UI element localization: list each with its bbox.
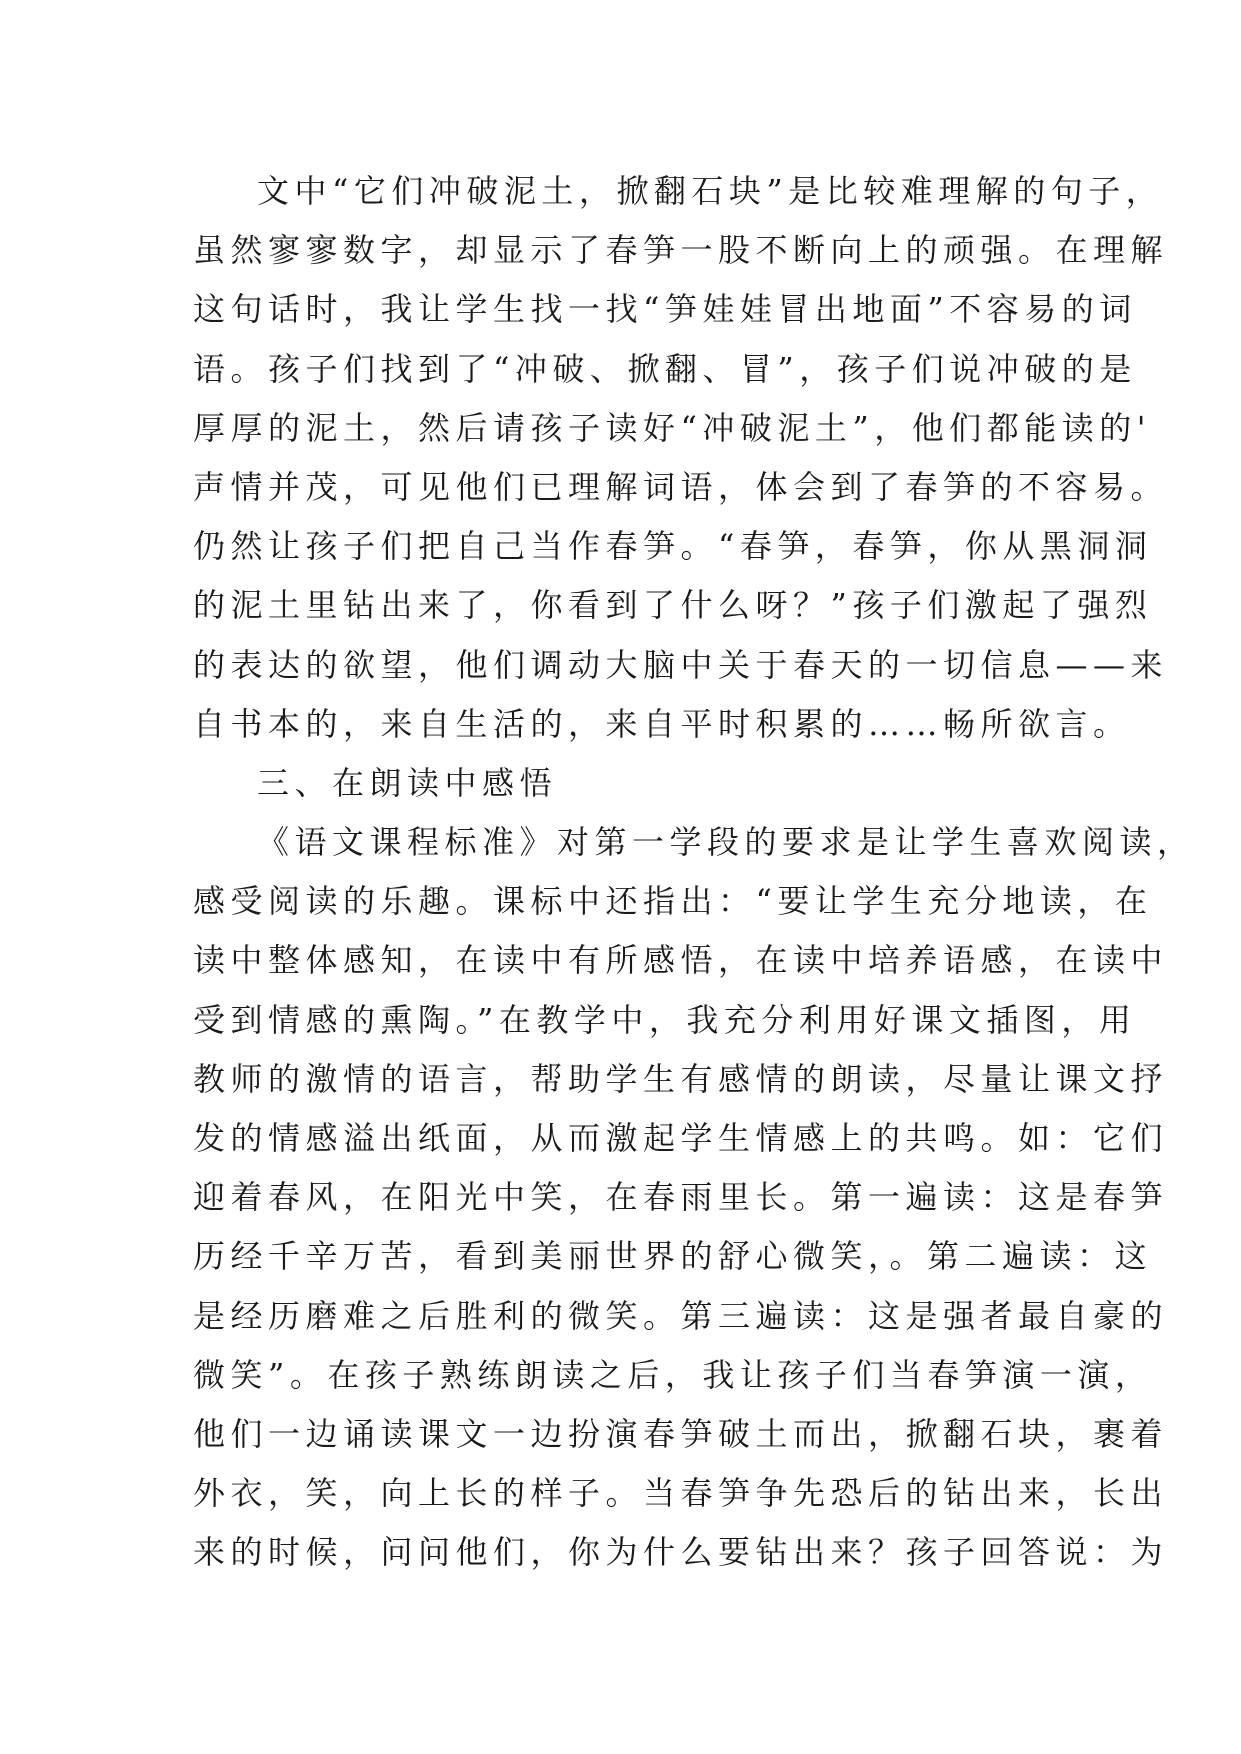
text-line: 发的情感溢出纸面，从而激起学生情感上的共鸣。如：它们 [193, 1119, 1169, 1157]
text-line: 历经千辛万苦，看到美丽世界的舒心微笑，。第二遍读：这 [193, 1237, 1153, 1276]
text-line: 感受阅读的乐趣。课标中还指出：“要让学生充分地读，在 [193, 882, 1153, 921]
section-heading: 三、在朗读中感悟 [257, 763, 558, 802]
text-line: 文中“它们冲破泥土，掀翻石块”是比较难理解的句子， [257, 172, 1164, 210]
text-line: 虽然寥寥数字，却显示了春笋一股不断向上的顽强。在理解 [193, 231, 1169, 270]
text-line: 是经历磨难之后胜利的微笑。第三遍读：这是强者最自豪的 [193, 1296, 1169, 1335]
text-line: 来的时候，问问他们，你为什么要钻出来？孩子回答说：为 [193, 1533, 1169, 1572]
text-line: 的泥土里钻出来了，你看到了什么呀？”孩子们激起了强烈 [193, 586, 1153, 625]
text-line: 外衣，笑，向上长的样子。当春笋争先恐后的钻出来，长出 [193, 1474, 1169, 1513]
text-line: 受到情感的熏陶。”在教学中，我充分利用好课文插图，用 [193, 1000, 1137, 1039]
text-line: 语。孩子们找到了“冲破、掀翻、冒”，孩子们说冲破的是 [193, 349, 1137, 388]
text-line: 的表达的欲望，他们调动大脑中关于春天的一切信息——来 [193, 645, 1169, 684]
text-line: 教师的激情的语言，帮助学生有感情的朗读，尽量让课文抒 [193, 1059, 1169, 1098]
text-line: 读中整体感知，在读中有所感悟，在读中培养语感，在读中 [193, 941, 1169, 980]
body-text [193, 162, 1195, 1583]
text-line: 厚厚的泥土，然后请孩子读好“冲破泥土”，他们都能读的' [193, 408, 1152, 447]
text-line: 他们一边诵读课文一边扮演春笋破土而出，掀翻石块，裹着 [193, 1414, 1169, 1453]
text-line: 《语文课程标准》对第一学段的要求是让学生喜欢阅读， [257, 823, 1195, 862]
text-line: 这句话时，我让学生找一找“笋娃娃冒出地面”不容易的词 [193, 290, 1137, 329]
text-line: 自书本的，来自生活的，来自平时积累的……畅所欲言。 [193, 704, 1131, 743]
text-line: 仍然让孩子们把自己当作春笋。“春笋，春笋，你从黑洞洞 [193, 527, 1153, 566]
text-line: 声情并茂，可见他们已理解词语，体会到了春笋的不容易。 [193, 467, 1169, 506]
text-line: 迎着春风，在阳光中笑，在春雨里长。第一遍读：这是春笋 [193, 1178, 1169, 1217]
text-line: 微笑”。在孩子熟练朗读之后，我让孩子们当春笋演一演， [193, 1355, 1153, 1394]
